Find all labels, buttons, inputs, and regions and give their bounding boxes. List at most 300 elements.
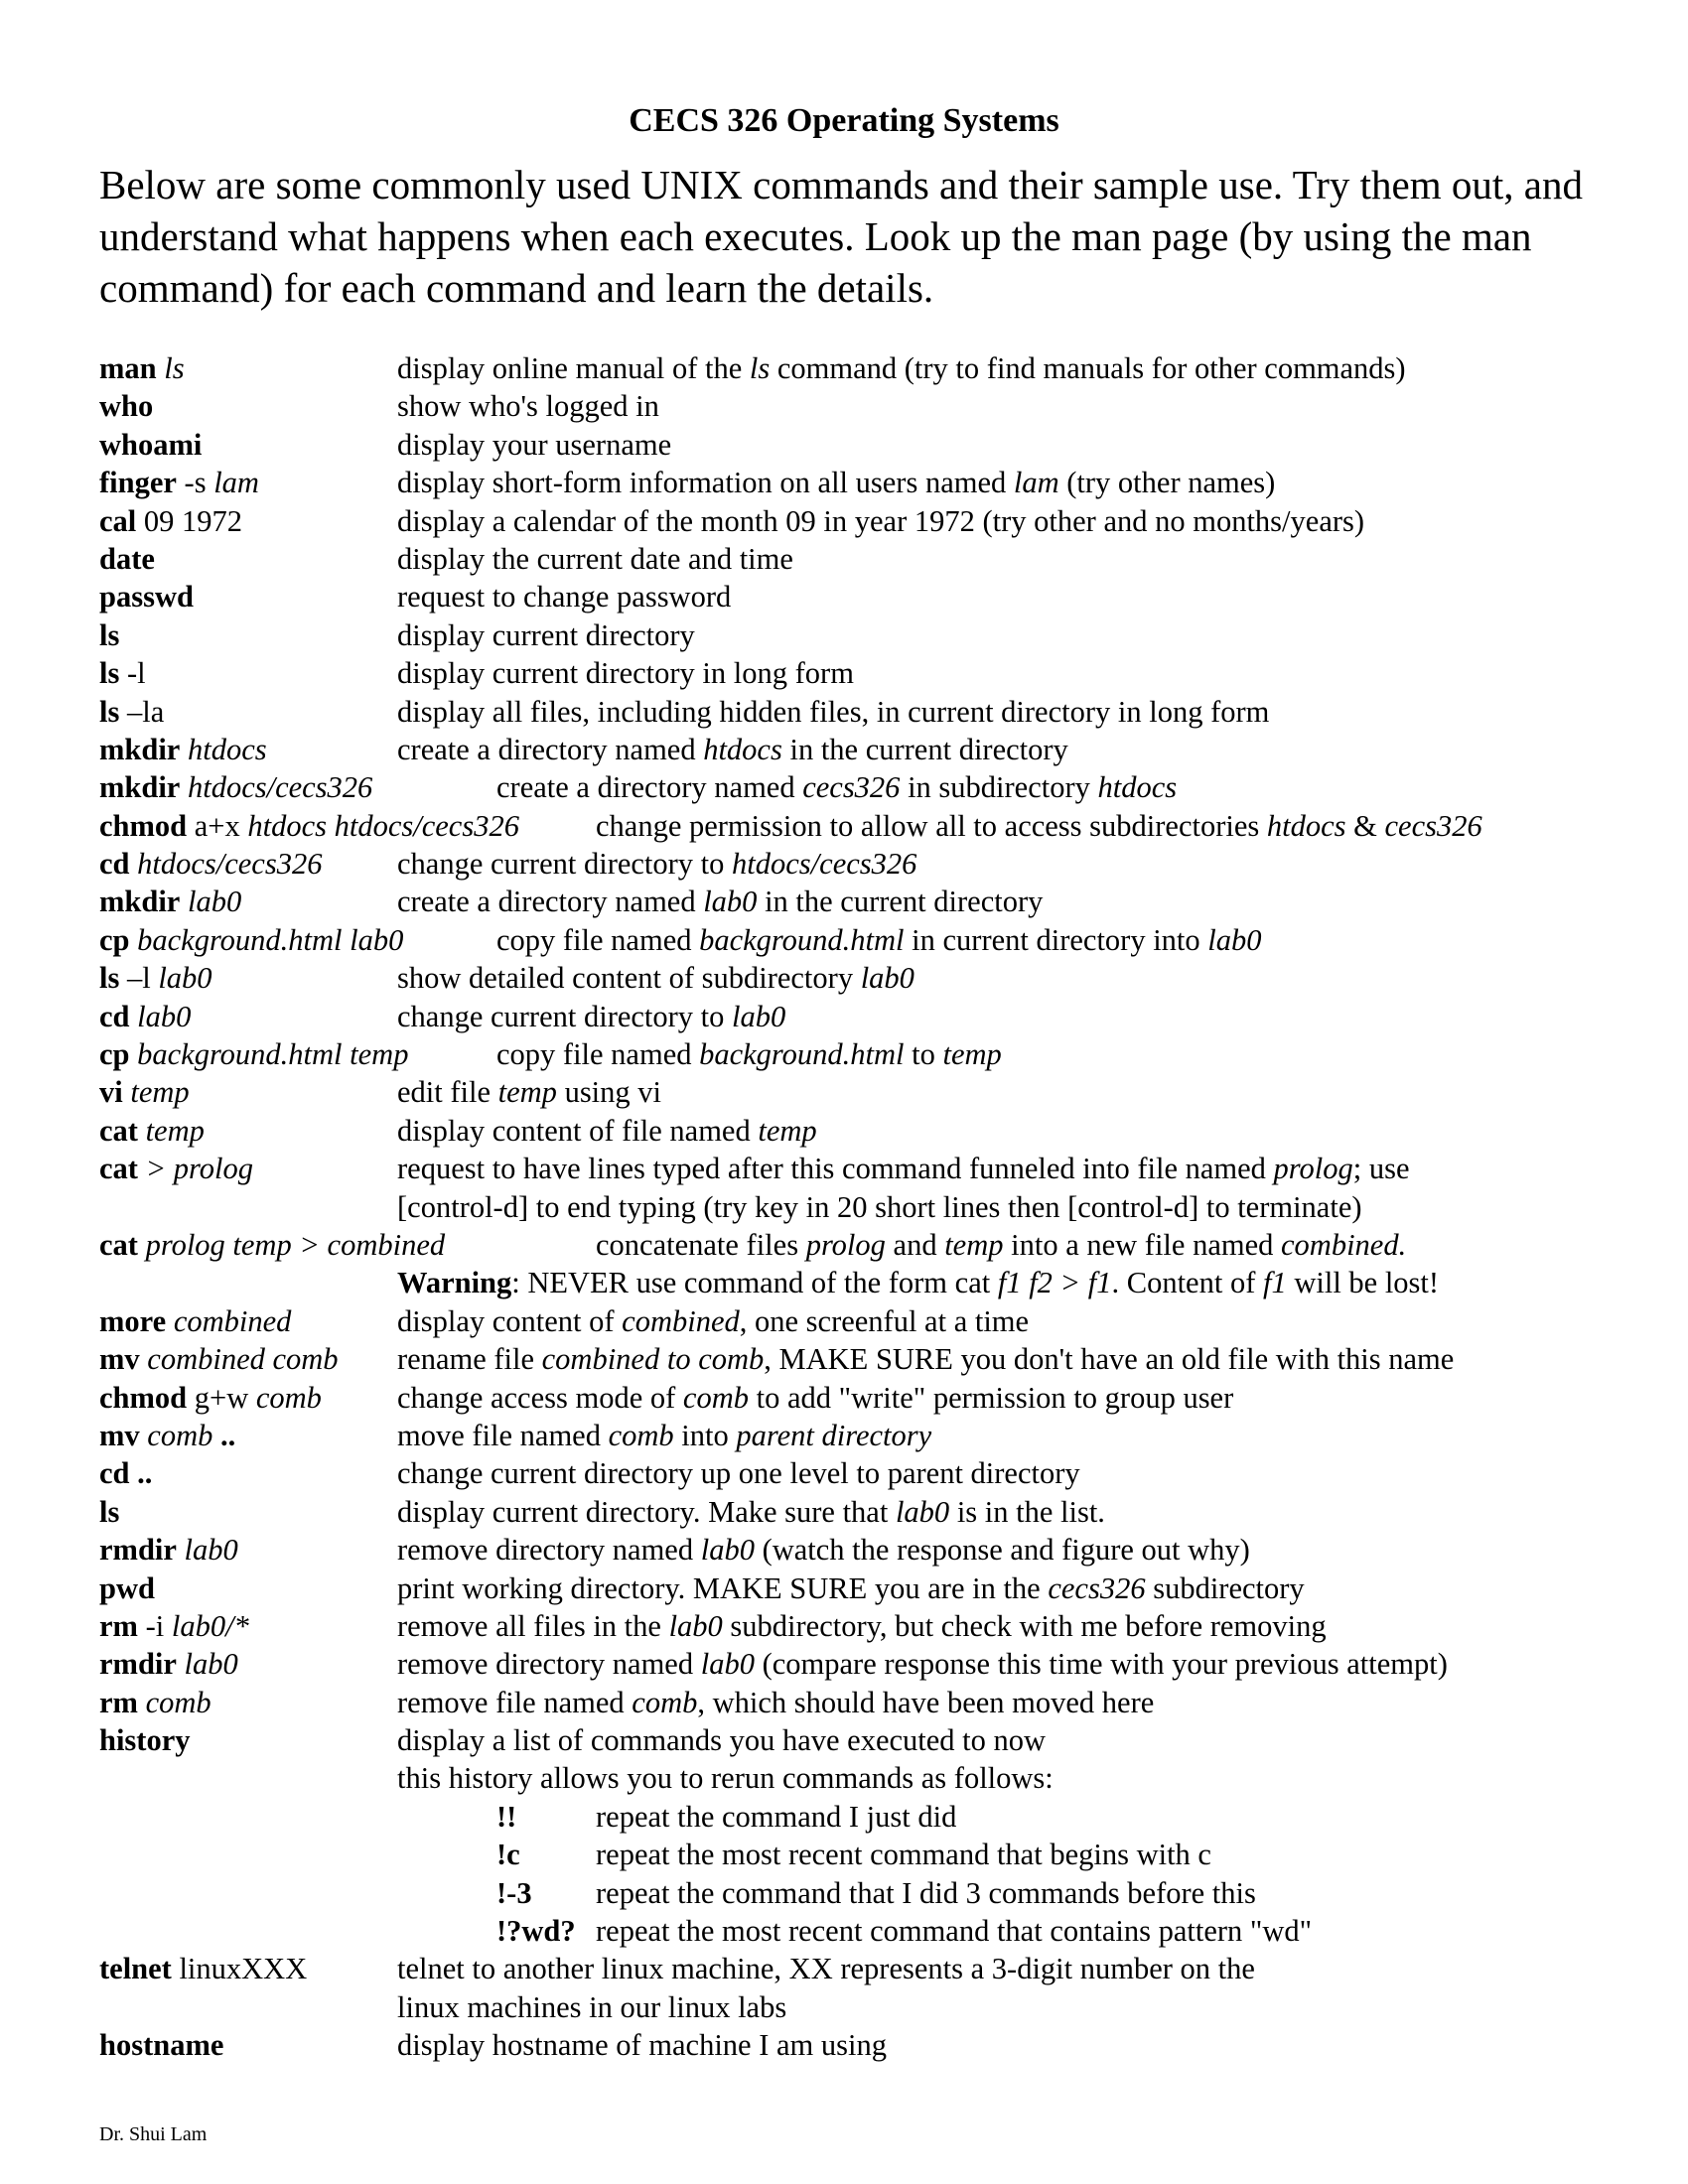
text-segment: chmod (99, 1380, 188, 1415)
command-row (99, 1493, 1648, 1531)
text-segment: mv (99, 1418, 140, 1452)
command-syntax (99, 1607, 249, 1645)
text-segment: htdocs/cecs326 (732, 847, 917, 882)
text-segment: !! (496, 1799, 517, 1834)
text-segment: cd (99, 847, 130, 882)
text-segment: command (try to find manuals for other commands) (770, 351, 1406, 385)
command-syntax (99, 1379, 322, 1417)
text-segment: display content of file named (397, 1113, 759, 1148)
command-row (99, 883, 1648, 920)
text-segment: lab0 (158, 961, 212, 996)
command-description (397, 1721, 1046, 1759)
command-description (397, 1454, 1080, 1492)
command-description (397, 1645, 1448, 1683)
command-row (99, 845, 1648, 883)
text-segment: show detailed content of subdirectory (397, 961, 861, 996)
command-row (99, 387, 1648, 425)
command-row (99, 1417, 1648, 1454)
command-row (99, 768, 1648, 806)
command-row (99, 998, 1648, 1035)
text-segment: temp (145, 1113, 205, 1148)
command-row (99, 1340, 1648, 1378)
command-syntax (99, 2026, 223, 2064)
command-description (397, 2026, 887, 2064)
command-row (99, 426, 1648, 464)
text-segment (180, 733, 188, 766)
text-segment: : NEVER use command of the form cat (511, 1266, 998, 1300)
text-segment: temp (130, 1075, 190, 1110)
text-segment: background.html lab0 (137, 922, 404, 957)
history-shortcut (496, 1836, 520, 1873)
text-segment: htdocs/cecs326 (187, 770, 373, 805)
text-segment (138, 1228, 146, 1262)
command-syntax (99, 1226, 445, 1264)
intro-paragraph: Below are some commonly used UNIX commands and their sample use. Try them out, and understand what happens when each executes. Look up the man page (by using the man command) for each command and learn the details. (99, 162, 1583, 311)
command-syntax (99, 1073, 190, 1111)
command-syntax (99, 1531, 238, 1569)
text-segment: > prolog (145, 1152, 253, 1186)
command-syntax (99, 807, 519, 845)
command-description (596, 1798, 956, 1836)
command-row (99, 1721, 1648, 1759)
text-segment (130, 923, 138, 957)
command-syntax (99, 1570, 155, 1607)
text-segment: ls (99, 961, 120, 996)
command-syntax (99, 998, 191, 1035)
command-syntax (99, 883, 241, 920)
text-segment: lam (1013, 466, 1059, 500)
command-row (99, 1302, 1648, 1340)
command-description (397, 426, 671, 464)
text-segment: copy file named (496, 922, 700, 957)
text-segment: !?wd? (496, 1914, 576, 1949)
text-segment: in the current directory (781, 732, 1068, 766)
text-segment: this history allows you to rerun commands as follows: (397, 1761, 1054, 1796)
text-segment: into a new file named (1003, 1227, 1281, 1262)
command-row (99, 693, 1648, 731)
text-segment: comb (147, 1418, 213, 1452)
command-description (397, 1531, 1250, 1569)
text-segment: cal (99, 503, 137, 538)
command-description (397, 540, 793, 578)
command-description (397, 1607, 1327, 1645)
text-segment: ls (99, 694, 120, 729)
text-segment: more (99, 1303, 167, 1338)
command-description (397, 1073, 661, 1111)
command-syntax (99, 387, 153, 425)
text-segment: comb (682, 1380, 749, 1415)
text-segment: lab0 (703, 885, 758, 919)
text-segment: copy file named (496, 1037, 700, 1072)
command-syntax (99, 1493, 119, 1531)
text-segment: Warning (397, 1266, 512, 1300)
command-description (397, 578, 731, 615)
command-row (99, 1759, 1648, 1797)
text-segment: lab0 (668, 1608, 723, 1643)
text-segment: comb (608, 1418, 674, 1452)
text-segment: combined to comb (541, 1342, 765, 1377)
text-segment: lab0 (187, 885, 242, 919)
text-segment: print working directory. MAKE SURE you are in the (397, 1570, 1049, 1605)
text-segment: cecs326 (1384, 808, 1482, 843)
text-segment: vi (99, 1075, 123, 1110)
text-segment: f1 f2 > f1 (997, 1266, 1112, 1300)
text-segment: create a directory named (496, 770, 803, 805)
text-segment: -s (176, 466, 214, 500)
text-segment: combined (622, 1303, 740, 1338)
command-description (397, 1379, 1233, 1417)
command-row (99, 349, 1648, 387)
text-segment: linux machines in our linux labs (397, 1989, 787, 2024)
text-segment: change current directory to (397, 847, 733, 882)
command-row (99, 1188, 1648, 1226)
text-segment: repeat the most recent command that begins with c (596, 1838, 1211, 1872)
text-segment: change access mode of (397, 1380, 683, 1415)
command-syntax (99, 1645, 238, 1683)
command-syntax (99, 1112, 205, 1150)
text-segment: lab0/* (171, 1608, 249, 1643)
command-description (397, 1340, 1454, 1378)
text-segment: & (1345, 808, 1385, 843)
text-segment: display a list of commands you have executed to now (397, 1723, 1047, 1758)
command-row (99, 1264, 1648, 1301)
text-segment: htdocs/cecs326 (137, 847, 323, 882)
text-segment: (compare response this time with your previous attempt) (754, 1647, 1448, 1682)
text-segment: is in the list. (949, 1494, 1105, 1529)
command-row (99, 1035, 1648, 1073)
text-segment: ls (99, 656, 120, 691)
command-description (397, 349, 1406, 387)
text-segment: create a directory named (397, 732, 704, 766)
command-row (99, 1112, 1648, 1150)
text-segment: background.html (699, 1037, 905, 1072)
text-segment: temp (944, 1227, 1004, 1262)
text-segment (138, 1114, 146, 1148)
text-segment: ls (164, 351, 185, 385)
text-segment: concatenate files (596, 1227, 806, 1262)
history-shortcut (496, 1912, 576, 1950)
text-segment: ; use (1352, 1152, 1410, 1186)
command-row (99, 1912, 1648, 1950)
text-segment (130, 847, 138, 881)
text-segment: to add "write" permission to group user (749, 1380, 1234, 1415)
text-segment: comb (255, 1380, 322, 1415)
text-segment: lab0 (860, 961, 914, 996)
command-row (99, 1073, 1648, 1111)
command-list (99, 349, 1648, 2065)
command-description (397, 845, 916, 883)
text-segment (212, 1419, 220, 1452)
text-segment: display all files, including hidden files, in current directory in long form (397, 694, 1270, 729)
text-segment: prolog (1273, 1152, 1353, 1186)
text-segment: combined comb (147, 1342, 339, 1377)
command-syntax (99, 921, 403, 959)
command-description (596, 1912, 1312, 1950)
text-segment: lam (213, 466, 259, 500)
command-description (397, 1493, 1105, 1531)
command-description (397, 883, 1043, 920)
text-segment: using vi (556, 1075, 662, 1110)
text-segment: request to change password (397, 580, 732, 614)
text-segment: display online manual of the (397, 351, 750, 385)
text-segment: rmdir (99, 1647, 177, 1682)
text-segment: htdocs (1266, 808, 1346, 843)
command-description (397, 1302, 1029, 1340)
text-segment: change current directory to (397, 999, 733, 1033)
command-syntax (99, 1454, 152, 1492)
command-row (99, 807, 1648, 845)
text-segment: lab0 (700, 1647, 755, 1682)
text-segment: cp (99, 1037, 130, 1072)
command-row (99, 1454, 1648, 1492)
text-segment: repeat the command that I did 3 commands before this (596, 1875, 1256, 1910)
text-segment: ls (99, 1494, 120, 1529)
command-row (99, 464, 1648, 501)
text-segment: will be lost! (1286, 1266, 1440, 1300)
text-segment: rm (99, 1685, 138, 1719)
text-segment (138, 1686, 146, 1719)
text-segment: lab0 (1207, 922, 1262, 957)
text-segment: display content of (397, 1303, 623, 1338)
text-segment: !c (496, 1838, 520, 1872)
text-segment: combined. (1281, 1227, 1407, 1262)
command-syntax (99, 731, 267, 768)
text-segment: lab0 (732, 999, 786, 1033)
text-segment: remove directory named (397, 1533, 701, 1568)
command-syntax (99, 1721, 191, 1759)
command-syntax (99, 349, 185, 387)
text-segment: background.html temp (137, 1037, 409, 1072)
text-segment: , MAKE SURE you don't have an old file with this name (764, 1342, 1455, 1377)
command-row (99, 1150, 1648, 1187)
command-syntax (99, 845, 322, 883)
command-row (99, 654, 1648, 692)
text-segment: [control-d] to end typing (try key in 20 short lines then [control-d] to terminate) (397, 1189, 1362, 1224)
command-description (397, 1988, 786, 2026)
text-segment: (watch the response and figure out why) (754, 1533, 1250, 1568)
command-row (99, 1607, 1648, 1645)
text-segment: cp (99, 922, 130, 957)
command-syntax (99, 540, 155, 578)
text-segment: and (885, 1227, 945, 1262)
text-segment: (try other names) (1058, 466, 1276, 500)
text-segment: rmdir (99, 1533, 177, 1568)
text-segment: repeat the most recent command that contains pattern "wd" (596, 1914, 1313, 1949)
command-description (397, 1570, 1305, 1607)
command-syntax (99, 464, 259, 501)
text-segment: subdirectory (1145, 1570, 1305, 1605)
text-segment: temp (758, 1113, 817, 1148)
text-segment: telnet (99, 1952, 172, 1986)
text-segment: display a calendar of the month 09 in year 1972 (try other and no months/years) (397, 503, 1365, 538)
command-syntax (99, 1950, 307, 1987)
text-segment: parent directory (736, 1418, 932, 1452)
command-row (99, 540, 1648, 578)
command-description (397, 693, 1269, 731)
text-segment: combined (173, 1303, 292, 1338)
command-description (397, 1950, 1255, 1987)
text-segment: hostname (99, 2028, 224, 2063)
text-segment: request to have lines typed after this command funneled into file named (397, 1152, 1274, 1186)
command-row (99, 578, 1648, 615)
command-syntax (99, 1302, 291, 1340)
text-segment (166, 1304, 174, 1338)
command-description (397, 998, 785, 1035)
command-row (99, 1645, 1648, 1683)
text-segment (138, 1152, 146, 1185)
command-syntax (99, 1417, 235, 1454)
text-segment: into (673, 1418, 737, 1452)
text-segment (177, 1533, 185, 1567)
command-row (99, 1684, 1648, 1721)
text-segment: mv (99, 1342, 140, 1377)
text-segment: f1 (1262, 1266, 1287, 1300)
command-row (99, 502, 1648, 540)
command-description (596, 1836, 1211, 1873)
command-description (596, 1874, 1256, 1912)
command-row (99, 1988, 1648, 2026)
command-description (397, 616, 695, 654)
text-segment: temp (497, 1075, 557, 1110)
history-shortcut (496, 1874, 532, 1912)
command-description (596, 807, 1482, 845)
text-segment: comb (145, 1685, 211, 1719)
command-description (397, 1188, 1362, 1226)
text-segment: finger (99, 466, 177, 500)
command-syntax (99, 502, 242, 540)
command-syntax (99, 1035, 408, 1073)
command-description (397, 1112, 817, 1150)
text-segment (130, 1000, 138, 1033)
command-description (397, 1684, 1154, 1721)
text-segment: cd .. (99, 1456, 153, 1491)
command-description (397, 464, 1275, 501)
text-segment: mkdir (99, 885, 181, 919)
command-description (496, 1035, 1002, 1073)
text-segment: move file named (397, 1418, 609, 1452)
text-segment: pwd (99, 1570, 155, 1605)
text-segment: cd (99, 999, 130, 1033)
command-syntax (99, 768, 372, 806)
command-description (397, 502, 1364, 540)
text-segment: , one screenful at a time (739, 1303, 1030, 1338)
command-description (397, 959, 914, 997)
text-segment: htdocs (1097, 770, 1178, 805)
text-segment: prolog (805, 1227, 886, 1262)
text-segment: change permission to allow all to access subdirectories (596, 808, 1267, 843)
history-shortcut (496, 1798, 516, 1836)
command-row (99, 1836, 1648, 1873)
command-row (99, 959, 1648, 997)
text-segment: !-3 (496, 1875, 532, 1910)
command-description (496, 768, 1177, 806)
command-description (496, 921, 1262, 959)
text-segment: ls (99, 617, 120, 652)
text-segment: linuxXXX (171, 1952, 308, 1986)
command-description (596, 1226, 1406, 1264)
text-segment: htdocs (187, 732, 267, 766)
command-row (99, 731, 1648, 768)
text-segment (180, 770, 188, 804)
text-segment: -l (119, 656, 146, 691)
text-segment: in subdirectory (900, 770, 1098, 805)
text-segment: display current directory. Make sure that (397, 1494, 896, 1529)
text-segment: in current directory into (904, 922, 1208, 957)
text-segment: mkdir (99, 732, 181, 766)
text-segment: 09 1972 (136, 503, 243, 538)
text-segment (177, 1647, 185, 1681)
text-segment: history (99, 1723, 191, 1758)
command-row (99, 1874, 1648, 1912)
command-description (397, 654, 854, 692)
command-description (397, 387, 659, 425)
command-row (99, 1570, 1648, 1607)
command-syntax (99, 654, 146, 692)
command-row (99, 1379, 1648, 1417)
text-segment: passwd (99, 580, 194, 614)
command-row (99, 1531, 1648, 1569)
text-segment: display the current date and time (397, 541, 793, 576)
text-segment: change current directory up one level to parent directory (397, 1456, 1080, 1491)
command-syntax (99, 1684, 211, 1721)
command-row (99, 2026, 1648, 2064)
command-syntax (99, 1340, 339, 1378)
text-segment: date (99, 541, 155, 576)
text-segment: whoami (99, 427, 203, 462)
text-segment: subdirectory, but check with me before removing (722, 1608, 1327, 1643)
text-segment (130, 1037, 138, 1071)
text-segment: mkdir (99, 770, 181, 805)
text-segment: telnet to another linux machine, XX represents a 3-digit number on the (397, 1952, 1255, 1986)
text-segment: in the current directory (757, 885, 1044, 919)
command-row (99, 1798, 1648, 1836)
command-row (99, 1226, 1648, 1264)
command-syntax (99, 578, 194, 615)
command-row (99, 921, 1648, 959)
text-segment: cat (99, 1113, 138, 1148)
text-segment: display short-form information on all users named (397, 466, 1014, 500)
text-segment: cat (99, 1152, 138, 1186)
text-segment: lab0 (700, 1533, 755, 1568)
command-description (397, 1759, 1054, 1797)
text-segment: cat (99, 1227, 138, 1262)
command-description (397, 1150, 1410, 1187)
page-title: CECS 326 Operating Systems (629, 102, 1059, 139)
text-segment: display current directory (397, 617, 695, 652)
text-segment: –l (119, 961, 159, 996)
author-footer: Dr. Shui Lam (99, 2123, 208, 2145)
text-segment: show who's logged in (397, 389, 659, 424)
text-segment: remove directory named (397, 1647, 701, 1682)
text-segment: .. (220, 1418, 236, 1452)
text-segment: background.html (699, 922, 905, 957)
text-segment: edit file (397, 1075, 498, 1110)
command-row (99, 616, 1648, 654)
text-segment: display hostname of machine I am using (397, 2028, 887, 2063)
text-segment: –la (119, 694, 165, 729)
text-segment: remove all files in the (397, 1608, 669, 1643)
text-segment: -i (137, 1608, 172, 1643)
command-syntax (99, 1150, 253, 1187)
command-description (397, 1264, 1439, 1301)
text-segment: ls (749, 351, 771, 385)
text-segment: htdocs (703, 732, 782, 766)
text-segment: rename file (397, 1342, 542, 1377)
command-syntax (99, 959, 212, 997)
text-segment: display your username (397, 427, 672, 462)
text-segment: htdocs htdocs/cecs326 (247, 808, 519, 843)
text-segment: lab0 (137, 999, 192, 1033)
